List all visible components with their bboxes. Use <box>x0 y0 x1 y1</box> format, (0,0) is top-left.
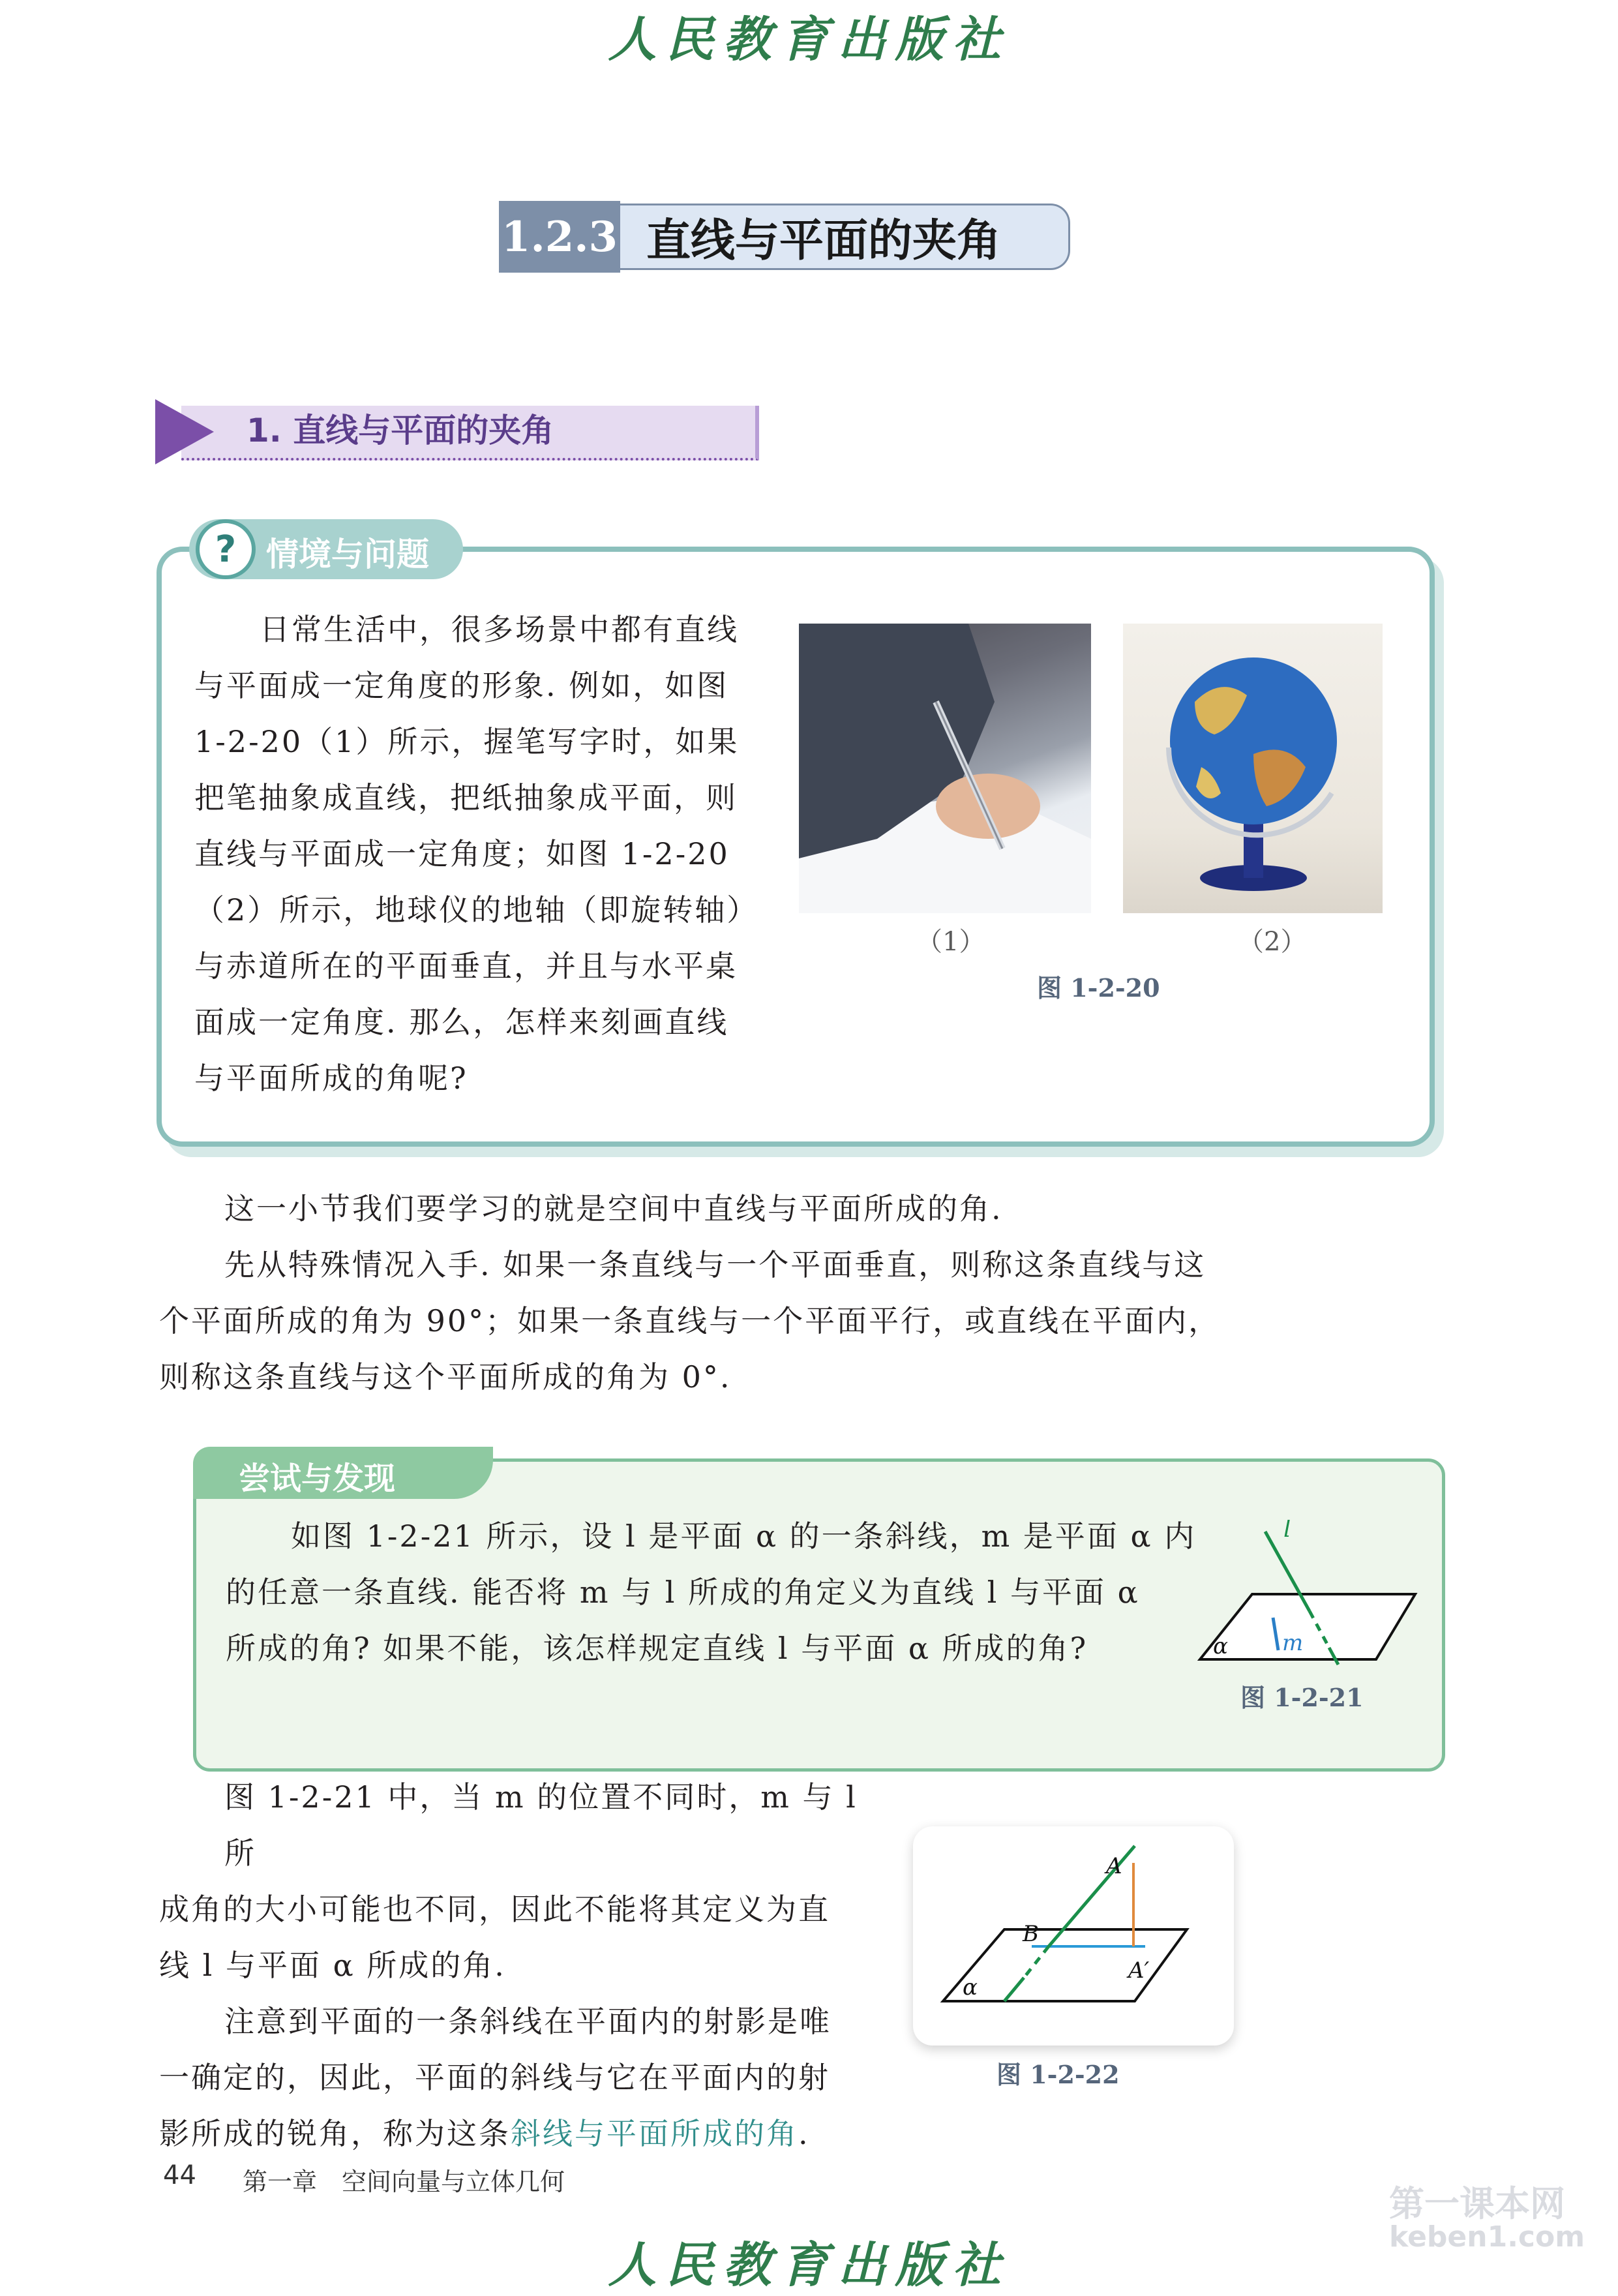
subsection-banner <box>155 399 605 464</box>
body-line: 先从特殊情况入手. 如果一条直线与一个平面垂直，则称这条直线与这 <box>224 1247 1206 1282</box>
body2-last-prefix: 影所成的锐角，称为这条 <box>159 2116 511 2151</box>
section-title: 直线与平面的夹角 <box>620 204 1070 270</box>
situation-line: 直线与平面成一定角度；如图 1-2-20 <box>194 836 730 871</box>
body2-line: 图 1-2-21 中，当 m 的位置不同时，m 与 l 所 <box>224 1779 858 1871</box>
try-line: 如图 1-2-21 所示，设 l 是平面 α 的一条斜线，m 是平面 α 内 <box>291 1518 1197 1554</box>
try-line: 所成的角? 如果不能，该怎样规定直线 l 与平面 α 所成的角? <box>226 1631 1088 1666</box>
try-tab-label: 尝试与发现 <box>239 1460 396 1497</box>
label-m: m <box>1282 1630 1304 1656</box>
situation-line: 1-2-20（1）所示，握笔写字时，如果 <box>194 724 740 759</box>
body2-line: 成角的大小可能也不同，因此不能将其定义为直 <box>159 1892 830 1927</box>
situation-line: 与赤道所在的平面垂直，并且与水平桌 <box>194 948 738 984</box>
label-alpha: α <box>1213 1633 1228 1659</box>
situation-line: 与平面所成的角呢? <box>194 1061 468 1096</box>
section-heading <box>499 201 1099 273</box>
publisher-watermark-top: 人民教育出版社 <box>608 12 1010 68</box>
footer-chapter: 第一章 <box>243 2168 318 2196</box>
subsection-title: 1. 直线与平面的夹角 <box>247 412 554 449</box>
body2-line: 一确定的，因此，平面的斜线与它在平面内的射 <box>159 2060 830 2095</box>
figure-caption-1-2-21: 图 1-2-21 <box>1240 1683 1364 1712</box>
try-line: 的任意一条直线. 能否将 m 与 l 所成的角定义为直线 l 与平面 α <box>226 1575 1140 1610</box>
publisher-watermark-bottom: 人民教育出版社 <box>608 2237 1010 2293</box>
photo-globe <box>1123 624 1383 913</box>
corner-mark-url: keben1.com <box>1389 2220 1585 2254</box>
label-B: B <box>1023 1921 1039 1947</box>
page-number: 44 <box>163 2160 196 2190</box>
question-icon: ? <box>196 519 256 579</box>
body-line: 个平面所成的角为 90°；如果一条直线与一个平面平行，或直线在平面内， <box>159 1303 1221 1338</box>
body2-line: 线 l 与平面 α 所成的角. <box>159 1948 506 1983</box>
figure-1-2-22 <box>913 1826 1234 2046</box>
label-alpha-2: α <box>963 1974 978 2001</box>
body2-line: 注意到平面的一条斜线在平面内的射影是唯 <box>224 2004 831 2039</box>
plane-alpha <box>1200 1594 1415 1659</box>
photo2-caption: （2） <box>1238 927 1307 957</box>
figure-caption-1-2-20: 图 1-2-20 <box>1037 973 1160 1003</box>
body2-last-line <box>159 2106 876 2162</box>
figure-caption-1-2-22: 图 1-2-22 <box>996 2060 1120 2089</box>
label-A: A <box>1106 1853 1122 1879</box>
footer-chapter-title: 空间向量与立体几何 <box>342 2168 565 2196</box>
situation-line: 日常生活中，很多场景中都有直线 <box>260 612 739 647</box>
try-text <box>226 1508 1204 1676</box>
globe-illustration <box>1123 624 1383 913</box>
situation-line: 与平面成一定角度的形象. 例如，如图 <box>194 668 729 703</box>
situation-line: 把笔抽象成直线，把纸抽象成平面，则 <box>194 780 738 815</box>
corner-mark-title: 第一课本网 <box>1389 2183 1565 2224</box>
figure-1-2-21 <box>1193 1520 1422 1683</box>
situation-text <box>194 601 781 1106</box>
plane-alpha-2 <box>943 1929 1187 2001</box>
label-A-prime: A′ <box>1128 1957 1150 1984</box>
subsection-arrow-icon <box>155 399 214 464</box>
body-text-2 <box>159 1769 876 2162</box>
situation-tab <box>189 519 463 579</box>
situation-line: 面成一定角度. 那么，怎样来刻画直线 <box>194 1004 729 1040</box>
body-line: 则称这条直线与这个平面所成的角为 0°. <box>159 1359 732 1395</box>
label-l: l <box>1283 1520 1291 1543</box>
try-tab <box>193 1447 493 1499</box>
writing-illustration <box>799 624 1091 913</box>
figure-1-2-22-card <box>913 1826 1234 2046</box>
body2-last-suffix: . <box>798 2116 810 2151</box>
body-text-1 <box>159 1181 1431 1405</box>
photo-writing <box>799 624 1091 913</box>
situation-tab-label: 情境与问题 <box>266 536 429 573</box>
term-highlight: 斜线与平面所成的角 <box>511 2116 798 2151</box>
situation-line: （2）所示，地球仪的地轴（即旋转轴） <box>194 892 759 928</box>
photo1-caption: （1） <box>916 927 985 957</box>
section-number: 1.2.3 <box>499 201 620 273</box>
body-line: 这一小节我们要学习的就是空间中直线与平面所成的角. <box>224 1191 1003 1226</box>
